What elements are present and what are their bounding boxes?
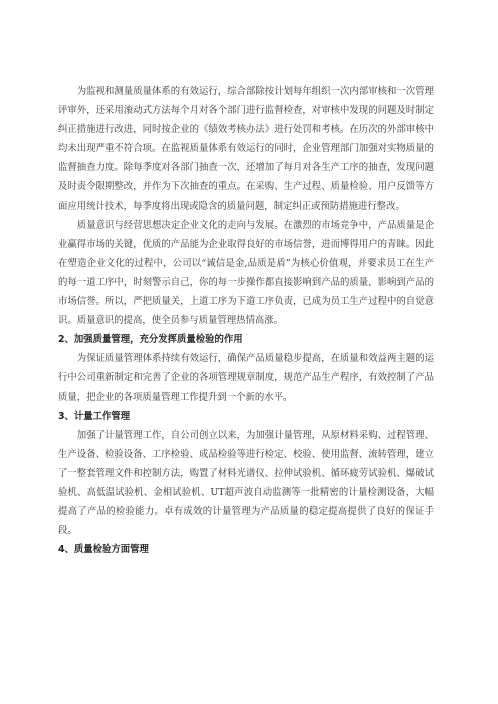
paragraph-quality-management-rules: 为保证质量管理体系持续有效运行，确保产品质量稳步提高，在质量和效益两主题的运行中公司重新制定和完善了企业的各项管理规章制度，规范产品生产程序，有效控制了产品质量，把企业的各项质量管理工作提升到一个新的水平。	[58, 353, 434, 403]
section-heading-quality-inspection: 2、加强质量管理，充分发挥质量检验的作用	[58, 334, 243, 346]
paragraph-quality-awareness: 质量意识与经营思想决定企业文化的走向与发展。在激烈的市场竞争中，产品质量是企业赢得市场的关键，优质的产品能为企业取得良好的市场信誉，进而博得用户的青睐。因此在塑造企业文化的过程中，公司以“诚信是金,品质是盾”为核心价值观，并要求员工在生产的每一道工序中，时刻警示自己，你的每一步操作都直接影响到产品的质量，影响到产品的市场信誉。所以，严把质量关，上道工序为下道工序负责，已成为员工生产过程中的自觉意识。质量意识的提高，使全员参与质量管理热情高涨。	[58, 219, 434, 327]
paragraph-quality-system-monitoring: 为监视和测量质量体系的有效运行，综合部除按计划每年组织一次内部审核和一次管理评审外，还采用滚动式方法每个月对各个部门进行监督检查，对审核中发现的问题及时制定纠正措施进行改进，同时按企业的《绩效考核办法》进行处罚和考核。在历次的外部审核中均未出现严重不符合项。在监视质量体系有效运行的同时，企业管理部门加强对实物质量的监督抽查力度。除每季度对各部门抽查一次，还增加了每月对各生产工序的抽查，发现问题及时责令限期整改，并作为下次抽查的重点。在采购、生产过程、质量检验、用户反馈等方面应用统计技术，每季度将出现或隐含的质量问题，制定纠正或预防措施进行整改。	[58, 86, 434, 212]
section-heading-inspection-management: 4、质量检验方面管理	[58, 544, 149, 556]
section-heading-metrology: 3、计量工作管理	[58, 410, 131, 422]
paragraph-metrology-management: 加强了计量管理工作，自公司创立以来，为加强计量管理，从原材料采购、过程管理、生产设备、检验设备、工序检验、成品检验等进行检定、校验、使用监督、流转管理，建立了一整套管理文件和控制方法，购置了材料光谱仪、拉伸试验机、循环疲劳试验机、爆破试验机、高低温试验机、金相试验机、UT超声波自动监测等一批精密的计量检测设备，大幅提高了产品的检验能力。卓有成效的计量管理为产品质量的稳定提高提供了良好的保证手段。	[58, 429, 434, 537]
document-body	[58, 82, 434, 559]
